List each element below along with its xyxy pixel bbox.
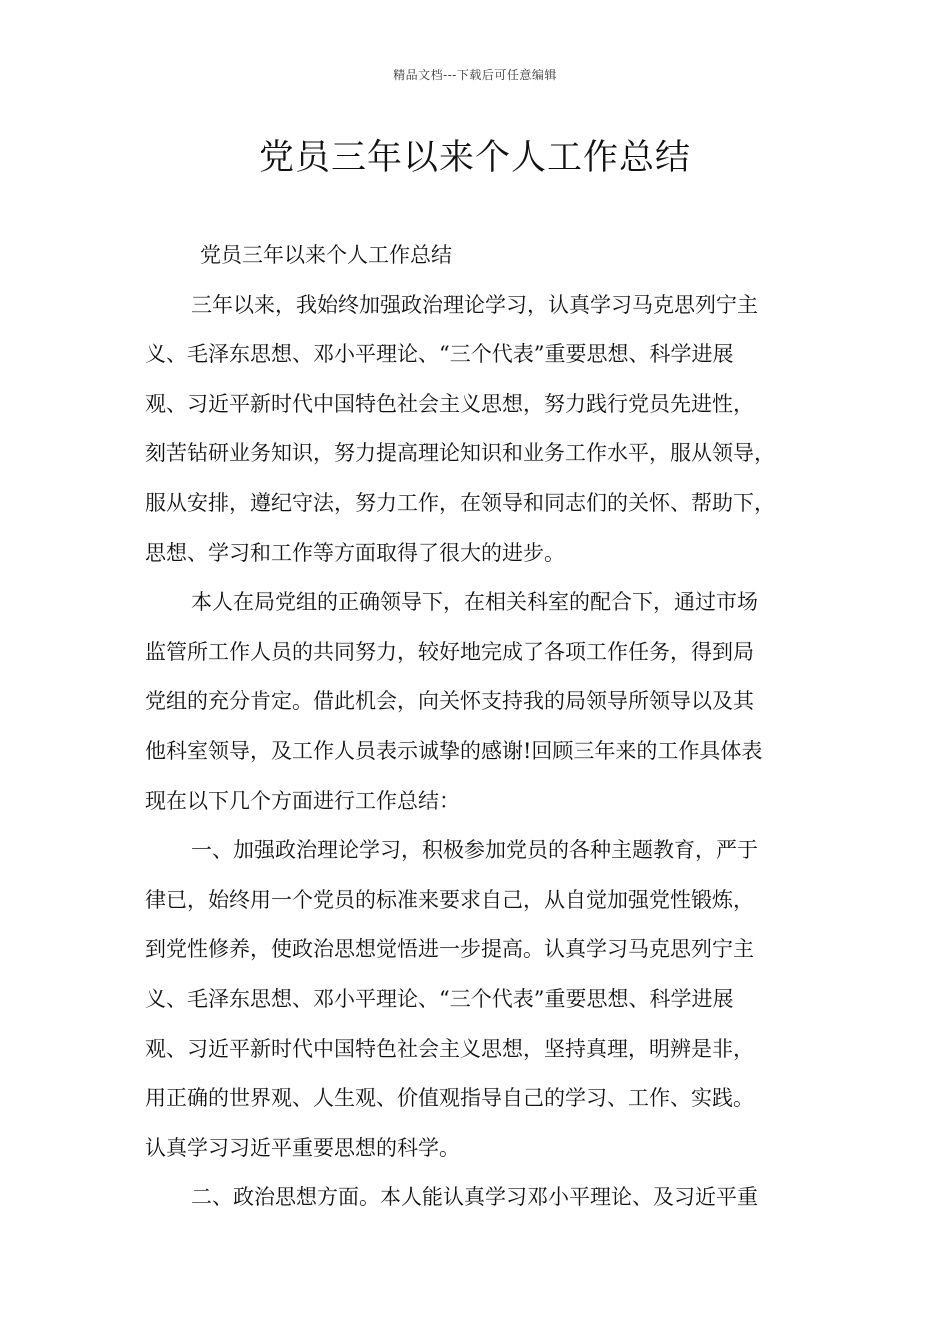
paragraph-line: 一、加强政治理论学习，积极参加党员的各种主题教育，严于 [191, 838, 758, 863]
paragraph-line: 二、政治思想方面。本人能认真学习邓小平理论、及习近平重 [191, 1185, 758, 1210]
paragraph-line: 律已，始终用一个党员的标准来要求自己，从自觉加强党性锻炼， [145, 887, 754, 912]
paragraph-line: 义、毛泽东思想、邓小平理论、“三个代表”重要思想、科学进展 [145, 986, 734, 1011]
paragraph-1 [145, 281, 825, 579]
paragraph-line: 观、习近平新时代中国特色社会主义思想，努力践行党员先进性， [145, 391, 754, 416]
paragraph-line: 他科室领导，及工作人员表示诚挚的感谢!回顾三年来的工作具体表 [145, 738, 763, 763]
paragraph-line: 认真学习习近平重要思想的科学。 [145, 1135, 460, 1160]
paragraph-3 [145, 826, 825, 1173]
paragraph-line: 刻苦钻研业务知识，努力提高理论知识和业务工作水平，服从领导， [145, 441, 775, 466]
paragraph-line: 思想、学习和工作等方面取得了很大的进步。 [145, 540, 565, 565]
paragraph-4 [145, 1173, 825, 1223]
document-body [145, 231, 825, 1223]
paragraph-line: 义、毛泽东思想、邓小平理论、“三个代表”重要思想、科学进展 [145, 342, 734, 367]
paragraph-line: 党组的充分肯定。借此机会，向关怀支持我的局领导所领导以及其 [145, 689, 754, 714]
document-subtitle: 党员三年以来个人工作总结 [200, 243, 452, 267]
paragraph-line: 现在以下几个方面进行工作总结： [145, 788, 460, 813]
paragraph-line: 用正确的世界观、人生观、价值观指导自己的学习、工作、实践。 [145, 1086, 754, 1111]
paragraph-2 [145, 578, 825, 826]
paragraph-line: 服从安排，遵纪守法，努力工作，在领导和同志们的关怀、帮助下， [145, 490, 775, 515]
document-title: 党员三年以来个人工作总结 [258, 138, 691, 178]
paragraph-line: 本人在局党组的正确领导下，在相关科室的配合下，通过市场 [191, 590, 758, 615]
header-note: 精品文档---下载后可任意编辑 [393, 68, 557, 82]
paragraph-line: 监管所工作人员的共同努力，较好地完成了各项工作任务，得到局 [145, 639, 754, 664]
paragraph-line: 三年以来，我始终加强政治理论学习，认真学习马克思列宁主 [191, 292, 758, 317]
paragraph-line: 到党性修养，使政治思想觉悟进一步提高。认真学习马克思列宁主 [145, 937, 754, 962]
paragraph-line: 观、习近平新时代中国特色社会主义思想，坚持真理，明辨是非， [145, 1036, 754, 1061]
